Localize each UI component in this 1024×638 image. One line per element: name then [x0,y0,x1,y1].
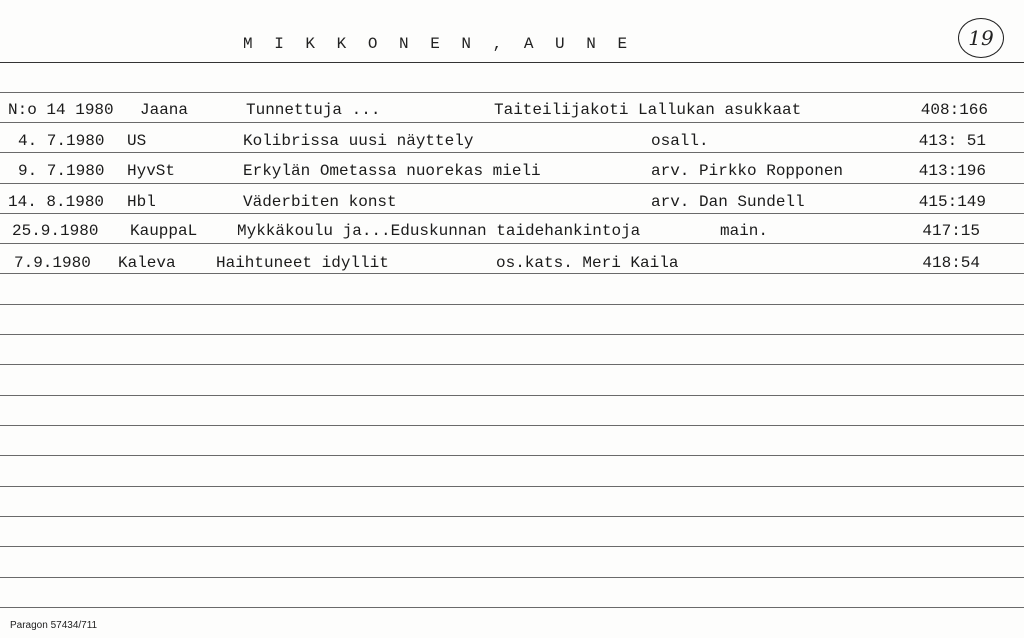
entry-title: Erkylän Ometassa nuorekas mieli [243,162,541,180]
entry-date: 4. 7.1980 [18,132,105,150]
card-number: 19 [958,18,1004,58]
entry-date: 14. 8.1980 [8,193,105,211]
entry-title: Väderbiten konst [243,193,397,211]
ruled-line [0,607,1024,608]
entry-ref: 408:166 [920,101,988,119]
entry-title: Tunnettuja ... [246,101,381,119]
list-item [0,254,1024,278]
list-item [0,222,1024,246]
ruled-line [0,395,1024,396]
entry-title: Mykkäkoulu ja...Eduskunnan taidehankintoja [237,222,641,240]
header-rule [0,62,1024,63]
entry-source: HyvSt [127,162,176,180]
list-item [0,132,1024,156]
card-heading: M I K K O N E N , A U N E [243,35,634,53]
entry-note: main. [720,222,769,240]
entry-note: arv. Dan Sundell [651,193,805,211]
entry-note: os.kats. Meri Kaila [496,254,679,272]
ruled-line [0,577,1024,578]
entry-source: US [127,132,147,150]
entry-date: 7.9.1980 [14,254,91,272]
entry-date: 25.9.1980 [12,222,99,240]
list-item [0,162,1024,186]
list-item [0,101,1024,125]
entry-title: Kolibrissa uusi näyttely [243,132,474,150]
entry-ref: 413: 51 [918,132,986,150]
ruled-line [0,92,1024,93]
ruled-line [0,425,1024,426]
entry-note: Taiteilijakoti Lallukan asukkaat [494,101,802,119]
entry-ref: 418:54 [922,254,980,272]
list-item [0,193,1024,217]
entry-ref: 413:196 [918,162,986,180]
entry-source: Kaleva [118,254,176,272]
entry-ref: 415:149 [918,193,986,211]
entry-date: N:o 14 1980 [8,101,114,119]
ruled-line [0,364,1024,365]
entry-source: Jaana [140,101,189,119]
entry-source: KauppaL [130,222,198,240]
printer-footer: Paragon 57434/711 [10,620,98,631]
ruled-line [0,304,1024,305]
entry-title: Haihtuneet idyllit [216,254,389,272]
entry-ref: 417:15 [922,222,980,240]
entry-source: Hbl [127,193,156,211]
ruled-line [0,486,1024,487]
entry-note: arv. Pirkko Ropponen [651,162,844,180]
entry-date: 9. 7.1980 [18,162,105,180]
entry-note: osall. [651,132,709,150]
ruled-line [0,546,1024,547]
ruled-line [0,516,1024,517]
ruled-line [0,455,1024,456]
ruled-line [0,334,1024,335]
